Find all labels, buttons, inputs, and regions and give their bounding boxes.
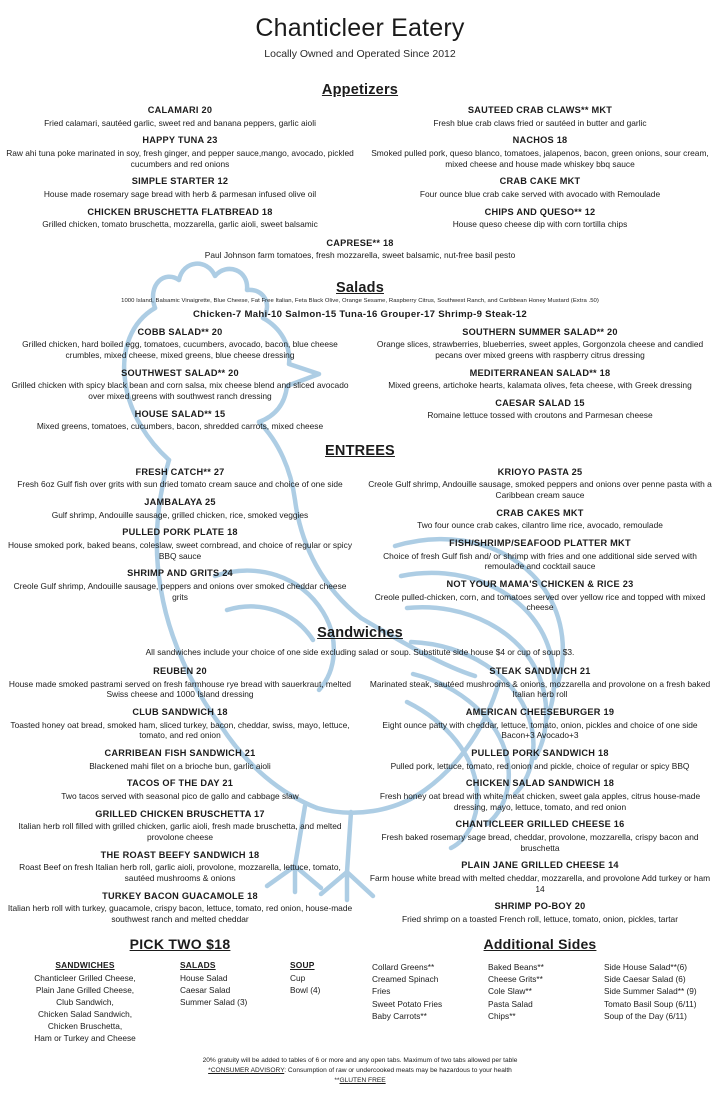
entrees-right-column: [360, 467, 720, 620]
menu-item-description: Smoked pulled pork, queso blanco, tomatoes, jalapenos, bacon, green onions, sour cream, mixed cheese and house made whiskey bbq sauce: [371, 147, 709, 169]
entrees-left-column: [0, 467, 360, 620]
menu-item-description: Italian herb roll with turkey, guacamole, crispy bacon, lettuce, tomato, red onion, house-made southwest ranch and melted cheddar: [7, 903, 353, 924]
menu-item-name: PULLED PORK PLATE 18: [122, 527, 238, 538]
list-item: Bowl (4): [290, 984, 321, 995]
menu-item-description: Fresh 6oz Gulf fish over grits with sun dried tomato cream sauce and choice of one side: [17, 479, 343, 490]
menu-item-description: Marinated steak, sautéed mushrooms & onions, mozzarella and provolone on a fresh baked Italian herb roll: [369, 678, 711, 700]
menu-item: [6, 467, 354, 490]
section-heading-pick-two: PICK TWO $18: [129, 935, 231, 952]
menu-item: [366, 368, 714, 391]
menu-item-description: Four ounce blue crab cake served with avocado with Remoulade: [419, 188, 661, 199]
menu-item-name: NACHOS 18: [512, 135, 568, 146]
menu-item-name: STEAK SANDWICH 21: [489, 666, 591, 677]
menu-item-name: GRILLED CHICKEN BRUSCHETTA 17: [95, 808, 265, 819]
list-item: Chanticleer Grilled Cheese,: [34, 972, 136, 983]
list-item: Baked Beans**: [487, 961, 544, 972]
menu-item-name: PLAIN JANE GRILLED CHEESE 14: [461, 860, 619, 871]
menu-item-name: CAESAR SALAD 15: [495, 397, 585, 408]
list-item: Side House Salad**(6): [603, 961, 687, 972]
list-item: Plain Jane Grilled Cheese,: [35, 984, 135, 995]
menu-item-description: Gulf shrimp, Andouille sausage, grilled chicken, rice, smoked veggies: [51, 509, 309, 520]
menu-item-name: SIMPLE STARTER 12: [131, 176, 229, 187]
gluten-free-prefix: **: [334, 1077, 340, 1085]
consumer-advisory-label: *CONSUMER ADVISORY: [208, 1067, 285, 1075]
menu-item: [366, 819, 714, 853]
menu-item-name: HOUSE SALAD** 15: [134, 408, 226, 419]
menu-item-description: Raw ahi tuna poke marinated in soy, fresh ginger, and pepper sauce,mango, avocado, pickled cucumbers and red onions: [6, 147, 354, 169]
menu-item-description: Pulled pork, lettuce, tomato, red onion and pickle, choice of regular or spicy BBQ: [390, 760, 690, 771]
menu-item-description: House smoked pork, baked beans, coleslaw, sweet cornbread, and choice of regular or spicy BBQ sauce: [7, 539, 353, 561]
appetizers-columns: [0, 105, 720, 237]
pick-two-salads-title: SALADS: [180, 959, 216, 970]
consumer-advisory-text: : Consumption of raw or undercooked meats may be hazardous to your health: [284, 1067, 512, 1075]
menu-item: [366, 748, 714, 771]
menu-item-description: Fresh baked rosemary sage bread, cheddar, provolone, mozzarella, crispy bacon and bruschetta: [381, 831, 699, 853]
appetizers-left-column: [0, 105, 360, 237]
list-item: Pasta Salad: [487, 998, 533, 1009]
menu-item-description: Blackened mahi filet on a brioche bun, garlic aioli: [89, 760, 271, 771]
list-item: Fries: [372, 986, 391, 997]
list-item: Cup: [290, 972, 306, 983]
gluten-free-label: GLUTEN FREE: [339, 1077, 386, 1085]
menu-item: [6, 105, 354, 128]
menu-item-description: Creole pulled-chicken, corn, and tomatoes served over yellow rice and topped with mixed cheese: [374, 591, 706, 613]
pick-two-columns: [0, 960, 360, 1044]
menu-item-name: PULLED PORK SANDWICH 18: [471, 748, 609, 759]
menu-item-name: CALAMARI 20: [147, 105, 213, 115]
salad-protein-addons: Chicken-7 Mahi-10 Salmon-15 Tuna-16 Grouper-17 Shrimp-9 Steak-12: [192, 308, 528, 320]
menu-item-name: MEDITERRANEAN SALAD** 18: [469, 367, 611, 378]
menu-item: [366, 901, 714, 924]
menu-item-description: Romaine lettuce tossed with croutons and Parmesan cheese: [427, 410, 653, 421]
menu-item-description: House made rosemary sage bread with herb & parmesan infused olive oil: [43, 188, 317, 199]
menu-item-name: HAPPY TUNA 23: [142, 135, 218, 146]
menu-item-description: Mixed greens, tomatoes, cucumbers, bacon, shredded carrots, mixed cheese: [36, 421, 324, 432]
gratuity-note: 20% gratuity will be added to tables of 6 or more and any open tabs. Maximum of two tabs allowed per table: [202, 1057, 518, 1065]
menu-item-description: Toasted honey oat bread, smoked ham, sliced turkey, bacon, cheddar, swiss, mayo, lettuce, tomato, and red onion: [10, 719, 350, 741]
menu-item-description: Farm house white bread with melted cheddar, mozzarella, and provolone Add turkey or ham 14: [369, 872, 711, 894]
menu-item: [6, 809, 354, 843]
footer-notes: [0, 1056, 720, 1086]
menu-item-name: REUBEN 20: [153, 666, 207, 677]
menu-item: [6, 778, 354, 801]
list-item: Cole Slaw**: [487, 986, 532, 997]
menu-item: [366, 538, 714, 572]
menu-item-description: Creole Gulf shrimp, Andouille sausage, smoked peppers and onions over penne pasta with a Caribbean cream sauce: [368, 479, 712, 501]
pick-two-soup-title: SOUP: [290, 959, 315, 970]
list-item: Chicken Salad Sandwich,: [37, 1008, 133, 1019]
menu-item-name: CRAB CAKES MKT: [496, 507, 584, 518]
menu-item: [6, 891, 354, 925]
list-item: Baby Carrots**: [372, 1011, 427, 1022]
pick-two-sandwiches-title: SANDWICHES: [55, 959, 115, 970]
menu-item: [366, 508, 714, 531]
menu-item: [6, 207, 354, 230]
menu-item-name: SHRIMP PO-BOY 20: [494, 901, 586, 912]
menu-item-description: Creole Gulf shrimp, Andouille sausage, peppers and onions over smoked cheddar cheese grits: [13, 580, 347, 602]
menu-item: [366, 579, 714, 613]
menu-item-name: TURKEY BACON GUACAMOLE 18: [102, 890, 258, 901]
list-item: Creamed Spinach: [372, 974, 439, 985]
salads-left-column: [0, 327, 360, 439]
section-heading-salads: Salads: [336, 280, 384, 296]
menu-item-name: SHRIMP AND GRITS 24: [127, 568, 233, 579]
sandwiches-note: All sandwiches include your choice of one side excluding salad or soup. Substitute side house $4 or cup of soup $3.: [145, 647, 575, 658]
menu-item-description: Choice of fresh Gulf fish and/ or shrimp with fries and one additional side served with remoulade and cocktail sauce: [383, 550, 697, 572]
menu-item-name: CLUB SANDWICH 18: [132, 707, 228, 718]
menu-item-name: CAPRESE** 18: [326, 237, 394, 248]
menu-item-name: CRAB CAKE MKT: [499, 176, 581, 187]
section-heading-appetizers: Appetizers: [321, 82, 399, 98]
list-item: Collard Greens**: [372, 961, 435, 972]
menu-item: [366, 207, 714, 230]
menu-item-description: Eight ounce patty with cheddar, lettuce, tomato, onion, pickles and choice of one side Bacon+3 Avocado+3: [382, 719, 698, 741]
list-item: Soup of the Day (6/11): [603, 1011, 687, 1022]
menu-item-name: CARRIBEAN FISH SANDWICH 21: [104, 748, 256, 759]
menu-item-name: SOUTHWEST SALAD** 20: [121, 367, 239, 378]
menu-item: [6, 748, 354, 771]
additional-sides-columns: [360, 961, 720, 1023]
page-title: Chanticleer Eatery: [255, 14, 465, 42]
menu-item: [6, 568, 354, 602]
menu-item-name: CHICKEN BRUSCHETTA FLATBREAD 18: [87, 206, 273, 217]
list-item: Side Summer Salad** (9): [603, 986, 697, 997]
menu-item-caprese: [0, 238, 720, 261]
menu-item-description: House queso cheese dip with corn tortilla chips: [452, 219, 628, 229]
menu-item-name: TACOS OF THE DAY 21: [126, 778, 234, 789]
menu-item-description: Paul Johnson farm tomatoes, fresh mozzarella, sweet balsamic, nut-free basil pesto: [204, 250, 516, 261]
menu-item-name: NOT YOUR MAMA'S CHICKEN & RICE 23: [446, 579, 634, 590]
menu-item: [366, 707, 714, 741]
menu-item-description: Fresh blue crab claws fried or sautéed in butter and garlic: [433, 117, 647, 128]
list-item: Chips**: [487, 1011, 516, 1022]
salad-dressings-list: 1000 Island, Balsamic Vinaigrette, Blue Cheese, Fat Free Italian, Feta Black Olive, Orange Sesame, Raspberry Citrus, Southwest Ranch, and Caribbean Honey Mustard (Extra .50): [121, 298, 599, 304]
menu-item-description: Grilled chicken, tomato bruschetta, mozzarella, garlic aioli, sweet balsamic: [42, 219, 318, 229]
section-heading-sandwiches: Sandwiches: [317, 625, 403, 642]
salads-right-column: [360, 327, 720, 439]
list-item: Summer Salad (3): [180, 996, 248, 1007]
sandwiches-right-column: [360, 666, 720, 932]
menu-item: [366, 135, 714, 169]
menu-item-description: Fried calamari, sautéed garlic, sweet red and banana peppers, garlic aioli: [44, 117, 316, 128]
menu-item-description: Fried shrimp on a toasted French roll, lettuce, tomato, onion, pickles, tartar: [401, 913, 679, 924]
pick-two-salads-column: [170, 960, 280, 1044]
menu-item-description: Mixed greens, artichoke hearts, kalamata olives, feta cheese, with Greek dressing: [388, 380, 692, 391]
menu-page: [0, 14, 720, 1094]
menu-item: [6, 850, 354, 884]
pick-two-soup-column: [280, 960, 360, 1044]
pick-two-sandwiches-column: [0, 960, 170, 1044]
menu-item: [366, 666, 714, 700]
additional-sides-section: [360, 936, 720, 1044]
menu-item-name: FRESH CATCH** 27: [135, 466, 225, 477]
menu-item-description: Two four ounce crab cakes, cilantro lime rice, avocado, remoulade: [417, 520, 663, 531]
section-heading-additional-sides: Additional Sides: [483, 935, 597, 952]
list-item: Club Sandwich,: [56, 996, 114, 1007]
menu-item: [366, 176, 714, 199]
menu-item: [6, 707, 354, 741]
consumer-advisory-note: [0, 1066, 720, 1076]
menu-item: [6, 527, 354, 561]
additional-sides-column-1: [372, 961, 488, 1023]
list-item: Sweet Potato Fries: [372, 998, 443, 1009]
menu-item: [366, 467, 714, 501]
list-item: Cheese Grits**: [487, 974, 543, 985]
menu-item-name: SAUTEED CRAB CLAWS** MKT: [467, 105, 613, 115]
menu-item-description: Orange slices, strawberries, blueberries, sweet apples, Gorgonzola cheese and candied pecans over mixed greens with raspberry citrus dressing: [376, 339, 704, 360]
salads-columns: [0, 327, 720, 439]
menu-item: [366, 860, 714, 894]
entrees-columns: [0, 467, 720, 620]
menu-item: [366, 327, 714, 361]
pick-two-section: [0, 936, 360, 1044]
menu-item: [6, 327, 354, 361]
additional-sides-column-3: [604, 961, 720, 1023]
menu-item-description: House made smoked pastrami served on fresh farmhouse rye bread with sauerkraut, melted Swiss cheese and 1000 Island dressing: [8, 678, 352, 700]
menu-item-description: Italian herb roll filled with grilled chicken, garlic aioli, fresh made bruschetta, and melted provolone cheese: [18, 821, 342, 842]
menu-item-description: Fresh honey oat bread with white meat chicken, sweet gala apples, citrus house-made dressing, mayo, lettuce, tomato, and red onion: [379, 790, 701, 812]
menu-item-name: FISH/SHRIMP/SEAFOOD PLATTER MKT: [449, 538, 631, 549]
menu-item: [6, 409, 354, 432]
menu-item-description: Two tacos served with seasonal pico de gallo and cabbage slaw: [61, 790, 299, 801]
list-item: House Salad: [180, 972, 228, 983]
list-item: Side Caesar Salad (6): [603, 974, 686, 985]
appetizers-right-column: [360, 105, 720, 237]
gluten-free-note: [0, 1076, 720, 1086]
menu-item-name: THE ROAST BEEFY SANDWICH 18: [100, 849, 260, 860]
menu-item: [6, 135, 354, 169]
list-item: Caesar Salad: [180, 984, 231, 995]
menu-item: [6, 497, 354, 520]
list-item: Chicken Bruschetta,: [47, 1020, 123, 1031]
menu-item-description: Roast Beef on fresh Italian herb roll, garlic aioli, provolone, mozzarella, lettuce, tomato, sautéed mushrooms & onions: [19, 862, 341, 883]
menu-item-name: SOUTHERN SUMMER SALAD** 20: [462, 326, 618, 337]
menu-item: [366, 398, 714, 421]
menu-item: [6, 176, 354, 199]
menu-item-name: JAMBALAYA 25: [144, 497, 216, 508]
menu-item-name: CHIPS AND QUESO** 12: [484, 206, 596, 217]
menu-item: [366, 105, 714, 128]
menu-item: [6, 368, 354, 402]
menu-item-name: CHICKEN SALAD SANDWICH 18: [465, 778, 615, 789]
menu-item-name: KRIOYO PASTA 25: [497, 466, 583, 477]
section-heading-entrees: ENTREES: [325, 442, 395, 459]
menu-item: [6, 666, 354, 700]
sandwiches-columns: [0, 666, 720, 932]
menu-item-name: COBB SALAD** 20: [137, 326, 223, 337]
menu-item-name: AMERICAN CHEESEBURGER 19: [465, 707, 615, 718]
list-item: Tomato Basil Soup (6/11): [603, 998, 697, 1009]
bottom-sections: [0, 936, 720, 1044]
menu-item: [366, 778, 714, 812]
menu-item-description: Grilled chicken, hard boiled egg, tomatoes, cucumbers, avocado, bacon, blue cheese crumbles, mixed cheese, mixed greens, blue cheese dressing: [22, 339, 338, 360]
list-item: Ham or Turkey and Cheese: [34, 1032, 136, 1043]
additional-sides-column-2: [488, 961, 604, 1023]
menu-item-name: CHANTICLEER GRILLED CHEESE 16: [455, 819, 625, 830]
sandwiches-left-column: [0, 666, 360, 932]
page-subtitle: Locally Owned and Operated Since 2012: [264, 48, 456, 60]
menu-item-description: Grilled chicken with spicy black bean and corn salsa, mix cheese blend and sliced avocado over mixed greens with southwest ranch dressing: [11, 380, 349, 401]
